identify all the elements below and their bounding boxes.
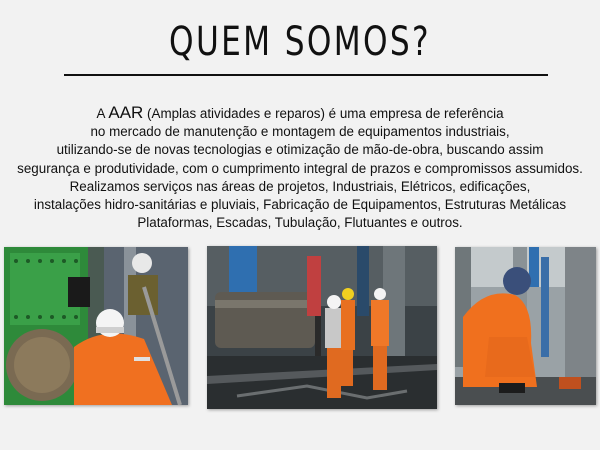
intro-line-4: segurança e produtividade, com o cumprimento integral de prazos e compromissos assumidos. (17, 160, 583, 176)
intro-line-2: no mercado de manutenção e montagem de equipamentos industriais, (90, 124, 510, 140)
intro-line-7: Plataformas, Escadas, Tubulação, Flutuantes e outros. (137, 215, 463, 231)
intro-paragraph (0, 104, 600, 232)
page-title: QUEM SOMOS? (169, 19, 431, 65)
intro-line-1 (0, 104, 600, 123)
photo-worker-kneeling-welding (455, 247, 596, 405)
intro-line-5: Realizamos serviços nas áreas de projetos, Industriais, Elétricos, edificações, (69, 178, 531, 194)
intro-line-1-rest: (Amplas atividades e reparos) é uma empresa de referência (143, 106, 504, 121)
brand-name: AAR (108, 103, 144, 122)
title-divider (64, 74, 548, 76)
intro-line-6: instalações hidro-sanitárias e pluviais, Fabricação de Equipamentos, Estruturas Metálicas (33, 197, 567, 213)
photo-workers-industrial-plant (207, 246, 437, 409)
intro-line-3: utilizando-se de novas tecnologias e otimização de mão-de-obra, buscando assim (56, 142, 544, 158)
photo-welder-green-vessel (4, 247, 188, 405)
intro-prefix: A (96, 106, 109, 121)
